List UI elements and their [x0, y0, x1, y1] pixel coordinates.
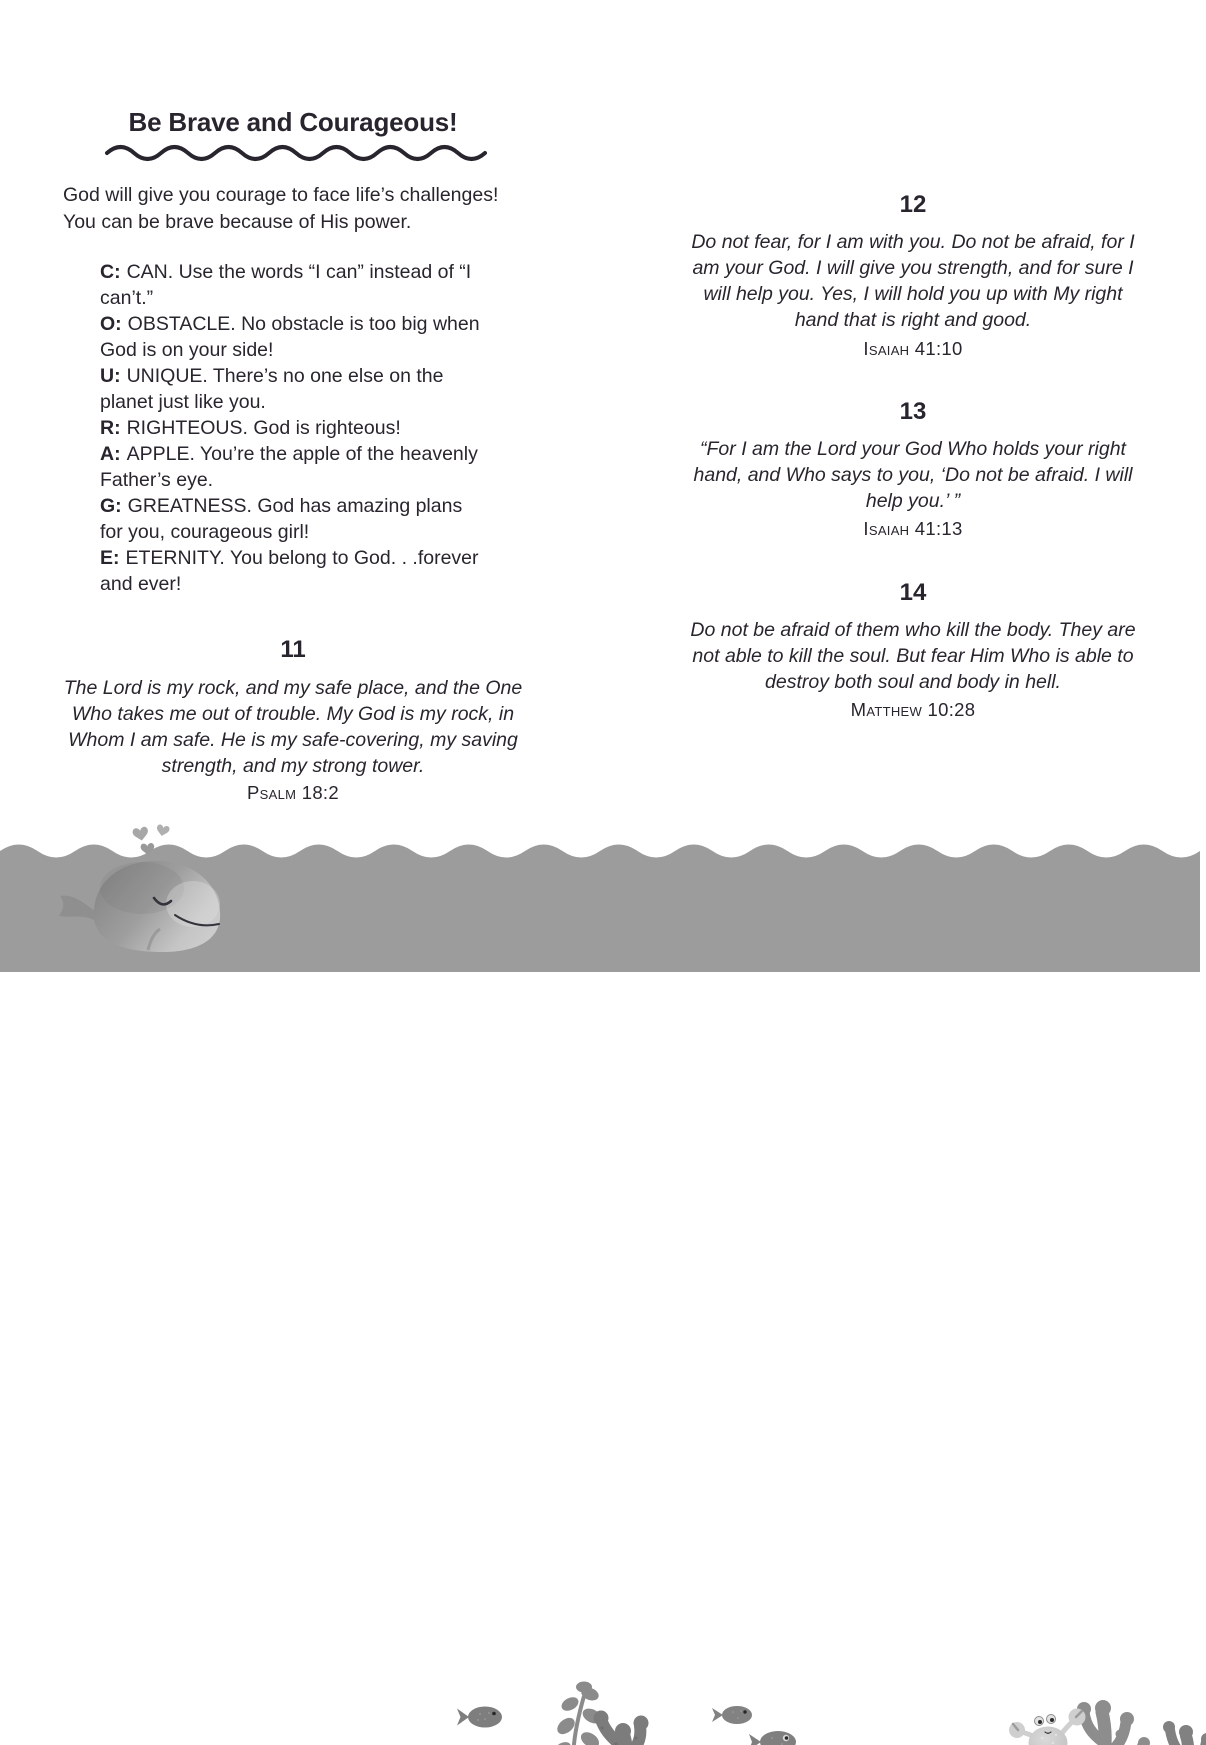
- acrostic-letter: C:: [100, 261, 127, 283]
- acrostic-text: ETERNITY. You belong to God. . .forever and ever!: [100, 547, 479, 595]
- fish-icon: [457, 1707, 502, 1728]
- acrostic-item: [100, 493, 488, 545]
- crab-icon: [1009, 1709, 1086, 1745]
- acrostic-text: UNIQUE. There’s no one else on the planet just like you.: [100, 365, 443, 413]
- acrostic-text: CAN. Use the words “I can” instead of “I can’t.”: [100, 261, 471, 309]
- acrostic-letter: A:: [100, 443, 127, 465]
- page-number-left: 14: [272, 1723, 312, 1745]
- coral-icon: [1163, 1721, 1206, 1745]
- verse-reference: Isaiah 41:13: [683, 518, 1143, 540]
- acrostic-text: APPLE. You’re the apple of the heavenly Father’s eye.: [100, 443, 478, 491]
- acrostic-text: GREATNESS. God has amazing plans for you, courageous girl!: [100, 495, 462, 543]
- two-fish-icon: [712, 1706, 796, 1745]
- intro-paragraph: God will give you courage to face life’s challenges! You can be brave because of His power.: [63, 182, 533, 236]
- acrostic-item: [100, 441, 488, 493]
- page-title: Be Brave and Courageous!: [63, 107, 523, 138]
- verse-number: 11: [58, 636, 528, 664]
- ocean-scene-graphic: [0, 820, 1206, 972]
- courage-acrostic-list: [100, 259, 488, 597]
- page-number-right: 15: [897, 1723, 937, 1745]
- verse-reference: Psalm 18:2: [58, 782, 528, 804]
- verse-text: The Lord is my rock, and my safe place, and the One Who takes me out of trouble. My God is my rock, in Whom I am safe. He is my safe-covering, my saving strength, and my strong tower.: [58, 675, 528, 779]
- verse-number: 14: [683, 579, 1143, 607]
- acrostic-item: [100, 415, 488, 441]
- acrostic-item: [100, 311, 488, 363]
- footer-ocean-scene: [0, 820, 1206, 972]
- acrostic-text: RIGHTEOUS. God is righteous!: [127, 417, 401, 439]
- acrostic-item: [100, 545, 488, 597]
- verse-number: 12: [683, 191, 1143, 219]
- verse-text: “For I am the Lord your God Who holds your right hand, and Who says to you, ‘Do not be afraid. I will help you.’ ”: [683, 436, 1143, 514]
- verse-text: Do not be afraid of them who kill the body. They are not able to kill the soul. But fear Him Who is able to destroy both soul and body in hell.: [683, 617, 1143, 695]
- acrostic-letter: G:: [100, 495, 128, 517]
- verse-number: 13: [683, 398, 1143, 426]
- acrostic-item: [100, 259, 488, 311]
- wavy-underline-decoration: [99, 141, 487, 165]
- verse-text: Do not fear, for I am with you. Do not be afraid, for I am your God. I will give you strength, and for sure I will help you. Yes, I will hold you up with My right hand that is right and good.: [683, 229, 1143, 333]
- acrostic-text: OBSTACLE. No obstacle is too big when God is on your side!: [100, 313, 480, 361]
- acrostic-letter: O:: [100, 313, 128, 335]
- acrostic-letter: U:: [100, 365, 127, 387]
- acrostic-letter: R:: [100, 417, 127, 439]
- verse-reference: Matthew 10:28: [683, 699, 1143, 721]
- verse-reference: Isaiah 41:10: [683, 338, 1143, 360]
- acrostic-item: [100, 363, 488, 415]
- acrostic-letter: E:: [100, 547, 126, 569]
